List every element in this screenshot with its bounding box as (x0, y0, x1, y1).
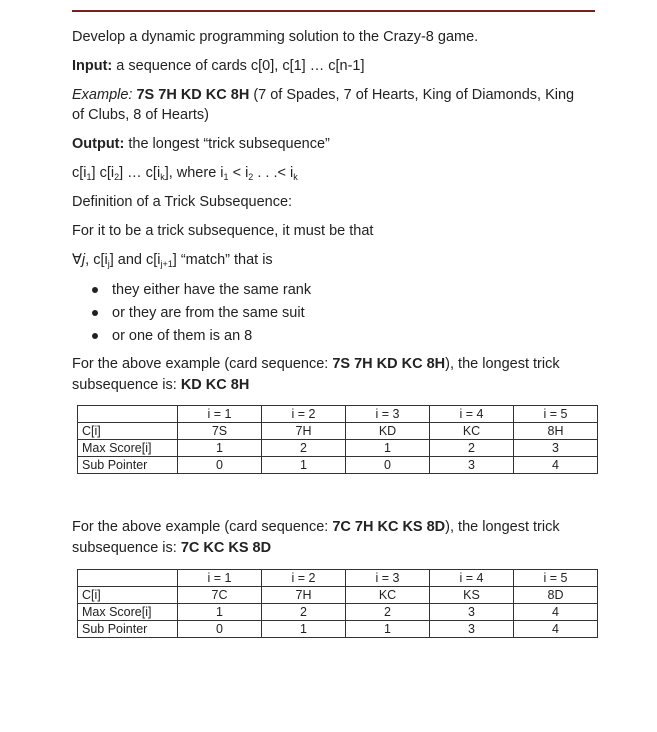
definition-heading: Definition of a Trick Subsequence: (72, 194, 293, 210)
example-cards: 7S 7H KD KC 8H (136, 87, 250, 103)
table-row (78, 440, 598, 457)
example1-text: For the above example (card sequence: 7S 7H KD KC 8H), the longest trick (72, 356, 560, 372)
table-cell: KD (346, 423, 430, 440)
table-header-cell: i = 5 (514, 406, 598, 423)
table-cell: 8H (514, 423, 598, 440)
example2-result: 7C KC KS 8D (180, 540, 272, 556)
table-row (78, 423, 598, 440)
table-cell: 7H (262, 587, 346, 604)
table-header-cell: i = 2 (262, 406, 346, 423)
forall-line: ∀j, $c[i_j]$ and $c[i_{j+1}]$ “match” that is (72, 252, 273, 269)
input-label: Input: (72, 58, 113, 74)
table-cell: 1 (346, 621, 430, 638)
row-label: C[i] (78, 423, 178, 440)
table-header-cell: i = 2 (262, 570, 346, 587)
table-row (78, 621, 598, 638)
example-text: (7 of Spades, 7 of Hearts, King of Diamonds, King (249, 87, 575, 103)
example-line (72, 85, 582, 105)
top-rule (72, 10, 595, 12)
bullet-icon (92, 287, 98, 293)
table-header-row (78, 570, 598, 587)
table-cell: 1 (346, 440, 430, 457)
table-cell: 2 (262, 604, 346, 621)
table-header-row (78, 406, 598, 423)
table-corner-cell (78, 406, 178, 423)
must-be-text: For it to be a trick subsequence, it must be that (72, 223, 374, 239)
table-cell: 7C (178, 587, 262, 604)
forall-symbol: ∀ (72, 252, 82, 268)
table-cell: 0 (178, 457, 262, 474)
table-cell: KC (430, 423, 514, 440)
table-cell: 7H (262, 423, 346, 440)
table-cell: 8D (514, 587, 598, 604)
example1-table (77, 405, 598, 474)
row-label: Sub Pointer (78, 621, 178, 638)
table-header-cell: i = 5 (514, 570, 598, 587)
bullet-icon (92, 333, 98, 339)
table-cell: KS (430, 587, 514, 604)
example1-result-line: subsequence is: KD KC 8H (72, 377, 250, 393)
table-cell: 7S (178, 423, 262, 440)
table-cell: 2 (262, 440, 346, 457)
intro-text: Develop a dynamic programming solution to the Crazy-8 game. (72, 29, 479, 45)
list-item: or one of them is an 8 (72, 326, 582, 349)
table-header-cell: i = 4 (430, 570, 514, 587)
table-row (78, 604, 598, 621)
example-line-2: of Clubs, 8 of Hearts) (72, 107, 209, 123)
table-cell: 1 (262, 621, 346, 638)
table-cell: 0 (178, 621, 262, 638)
table-cell: 0 (346, 457, 430, 474)
table-cell: 2 (430, 440, 514, 457)
bullet-icon (92, 310, 98, 316)
table-cell: 3 (430, 457, 514, 474)
input-line (72, 56, 582, 76)
match-rules-list (72, 280, 582, 349)
example2-table (77, 569, 598, 638)
output-label: Output: (72, 136, 125, 152)
table-row (78, 457, 598, 474)
example2-result-line: subsequence is: 7C KC KS 8D (72, 540, 272, 556)
table-cell: 4 (514, 457, 598, 474)
table-cell: 1 (178, 440, 262, 457)
table-cell: 3 (430, 604, 514, 621)
list-item: they either have the same rank (72, 280, 582, 303)
table-header-cell: i = 3 (346, 406, 430, 423)
table-row (78, 587, 598, 604)
table-cell: KC (346, 587, 430, 604)
table-header-cell: i = 3 (346, 570, 430, 587)
input-text: a sequence of cards c[0], c[1] … c[n-1] (112, 58, 365, 74)
table-cell: 1 (262, 457, 346, 474)
table-cell: 4 (514, 604, 598, 621)
table-cell: 2 (346, 604, 430, 621)
table-header-cell: i = 1 (178, 570, 262, 587)
table-cell: 3 (514, 440, 598, 457)
output-line (72, 134, 582, 154)
example1-result: KD KC 8H (180, 377, 250, 393)
example-label: Example: (72, 87, 133, 103)
table-corner-cell (78, 570, 178, 587)
output-text: the longest “trick subsequence” (124, 136, 330, 152)
example2-text: For the above example (card sequence: 7C 7H KC KS 8D), the longest trick (72, 519, 560, 535)
row-label: C[i] (78, 587, 178, 604)
table-header-cell: i = 4 (430, 406, 514, 423)
table-cell: 3 (430, 621, 514, 638)
formula-line: $c[i_1]$ $c[i_2]$ … $c[i_k]$, where $i_1 < i_2$ . . .< $i_k$ (72, 165, 298, 182)
table-cell: 4 (514, 621, 598, 638)
row-label: Max Score[i] (78, 604, 178, 621)
table-header-cell: i = 1 (178, 406, 262, 423)
table-cell: 1 (178, 604, 262, 621)
row-label: Sub Pointer (78, 457, 178, 474)
row-label: Max Score[i] (78, 440, 178, 457)
list-item: or they are from the same suit (72, 303, 582, 326)
